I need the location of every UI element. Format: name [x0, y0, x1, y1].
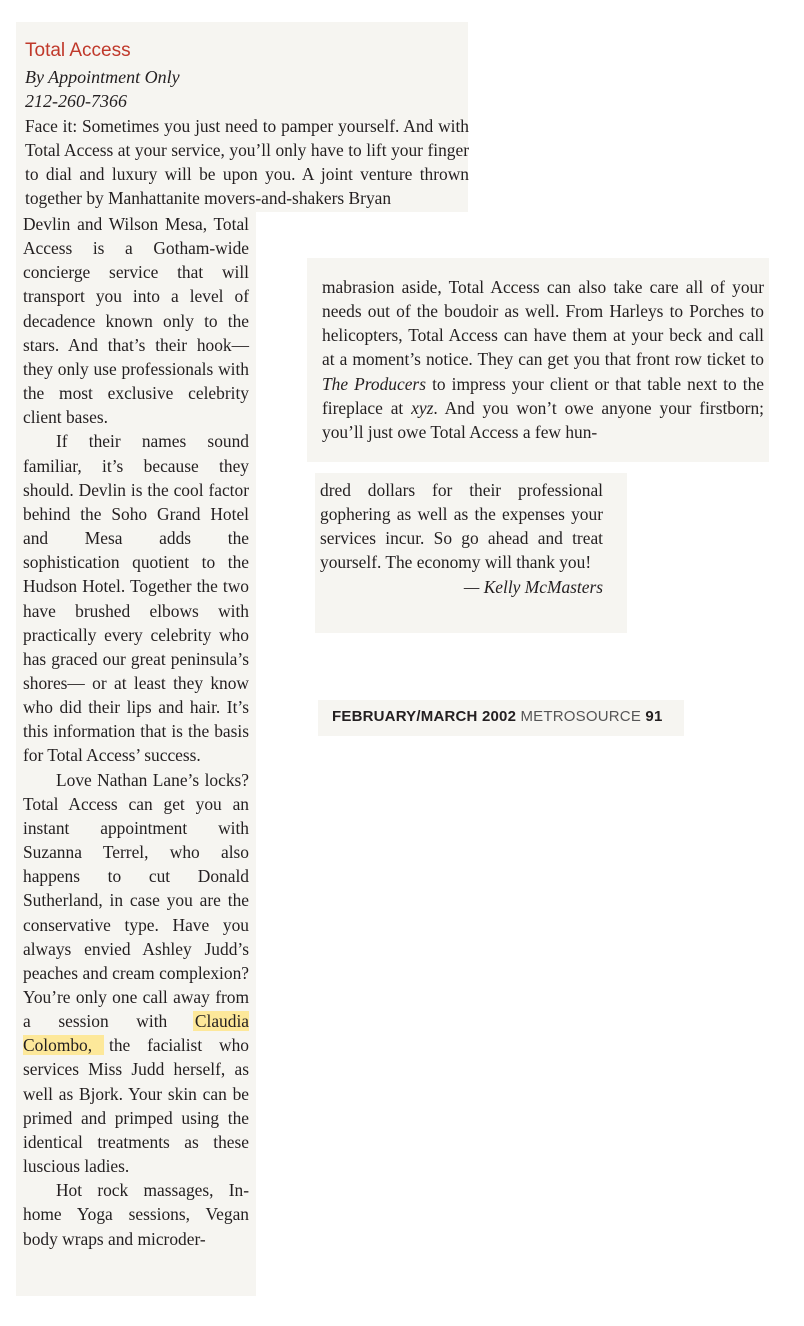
- paragraph-3: [23, 768, 249, 1179]
- publication-name: METROSOURCE: [520, 708, 642, 725]
- paragraph-3-end: the facialist who services Miss Judd herself, as well as Bjork. Your skin can be primed and primped using the identical treatments as these luscious ladies.: [23, 1035, 249, 1177]
- clipping-left-column: [16, 212, 256, 1296]
- paragraph-5-middle: to impress your client or that table next to the fireplace at: [322, 373, 764, 418]
- page-footer: [332, 708, 663, 725]
- paragraph-3-start: Love Nathan Lane’s locks? Total Access can get you an instant appointment with Suzanna Terrel, who also happens to cut Donald Sutherland, in case you are the conservative type. Have you always envied Ashley Judd’s peaches and cream complexion? You’re only one call away from a session with: [23, 769, 249, 1032]
- issue-date: FEBRUARY/MARCH 2002: [332, 708, 517, 725]
- left-column: [23, 212, 249, 1251]
- clipping-header: [16, 22, 468, 212]
- page-number: 91: [645, 708, 663, 725]
- paragraph-4: Hot rock massages, In-home Yoga sessions, Vegan body wraps and microder-: [23, 1180, 249, 1249]
- paragraph-2: If their names sound familiar, it’s because they should. Devlin is the cool factor behind the Soho Grand Hotel and Mesa adds the sophistication quotient to the Hudson Hotel. Together the two have brushed elbows with practically every celebrity who has graced our great peninsula’s shores— or at least they know who did their lips and hair. It’s this information that is the basis for Total Access’ success.: [23, 431, 249, 766]
- show-title: The Producers: [322, 373, 426, 394]
- article-subtitle: By Appointment Only: [25, 67, 180, 87]
- ending-column: [320, 478, 603, 599]
- highlighted-name: Claudia Colombo,: [23, 1011, 249, 1056]
- clipping-right-column: [307, 258, 769, 462]
- intro-paragraph: Face it: Sometimes you just need to pamper yourself. And with Total Access at your service, you’ll only have to lift your finger to dial and luxury will be upon you. A joint venture thrown together by Manhattanite movers-and-shakers Bryan: [25, 116, 469, 209]
- phone-number: 212-260-7366: [25, 91, 127, 111]
- paragraph-5: [322, 275, 764, 444]
- author-byline: — Kelly McMasters: [463, 576, 603, 597]
- article-title: Total Access: [25, 40, 131, 61]
- venue-name: xyz: [411, 397, 434, 418]
- paragraph-5-start: mabrasion aside, Total Access can also take care all of your needs out of the boudoir as well. From Harleys to Porches to helicopters, Total Access can have them at your beck and call at a moment’s notice. They can get you that front row ticket to: [322, 277, 764, 370]
- paragraph-1: Devlin and Wilson Mesa, Total Access is a Gotham-wide concierge service that will transport you into a level of decadence known only to the stars. And that’s their hook—they only use professionals with the most exclusive celebrity client bases.: [23, 214, 249, 428]
- clipping-footer: [318, 700, 684, 736]
- final-paragraph: dred dollars for their professional gophering as well as the expenses your services incur. So go ahead and treat yourself. The economy will thank you!: [320, 480, 603, 573]
- paragraph-5-end: . And you won’t owe anyone your firstborn; you’ll just owe Total Access a few hun-: [322, 397, 764, 442]
- clipping-ending: [315, 473, 627, 633]
